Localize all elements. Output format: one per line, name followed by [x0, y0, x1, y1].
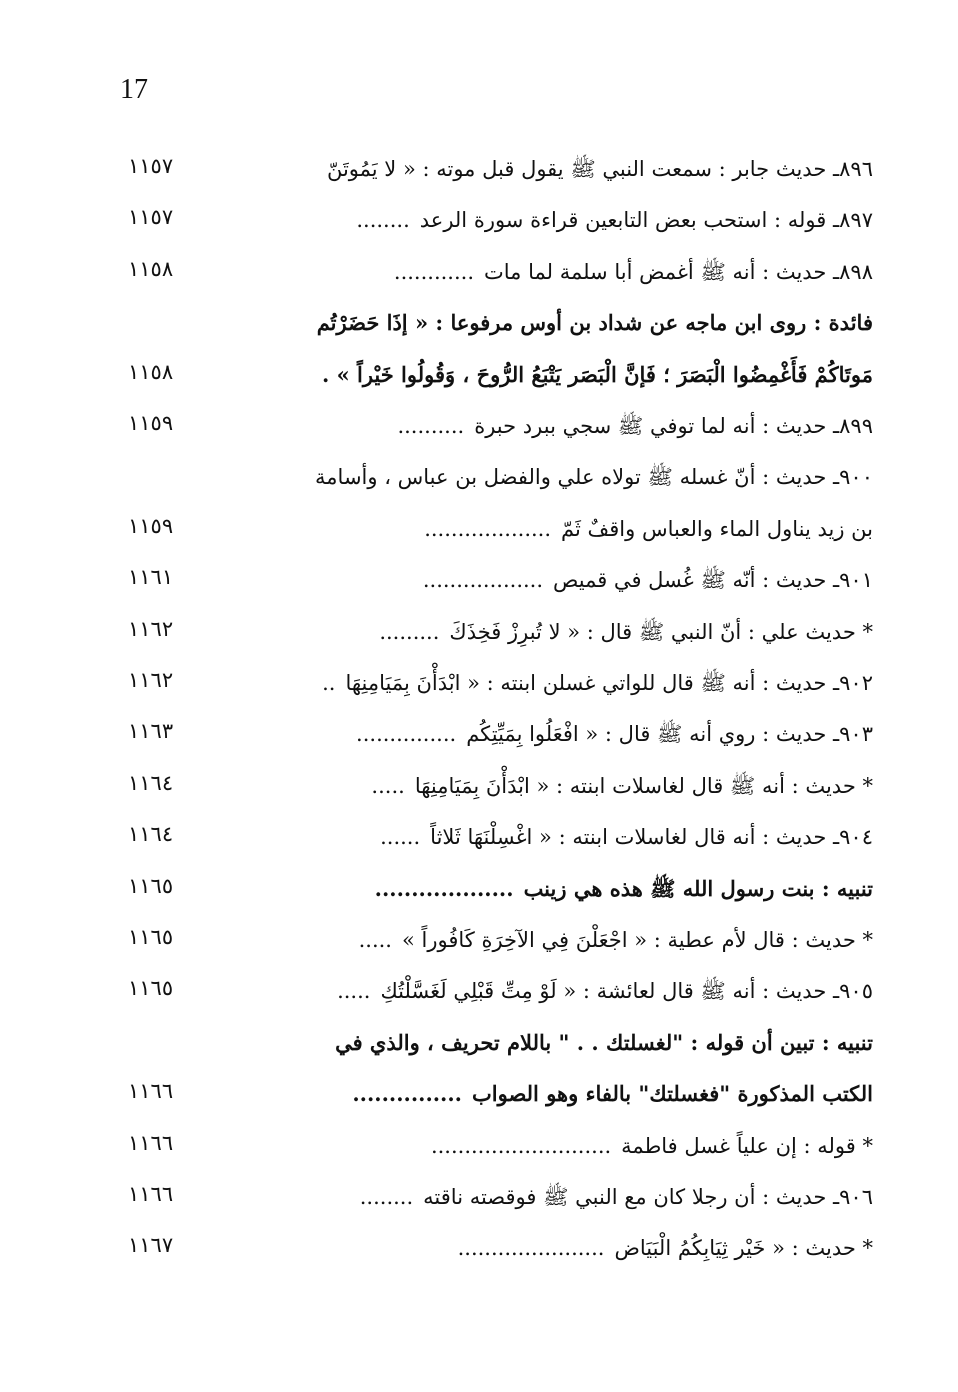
- toc-entry-page-number: ١١٦٢: [128, 668, 174, 692]
- toc-entry-leader-dots: .....: [358, 928, 392, 952]
- toc-entry-leader-dots: .........: [379, 620, 440, 644]
- toc-entry: [0, 814, 958, 860]
- toc-entry-leader-dots: ...............: [352, 1081, 462, 1106]
- toc-entry-title: * حديث علي : أنّ النبي ﷺ قال : « لا تُبرِزْ فَخِذَكَ: [449, 620, 873, 644]
- toc-entry: [0, 968, 958, 1014]
- toc-entry-text: [203, 814, 873, 860]
- toc-entry-title: ٨٩٨ـ حديث : أنه ﷺ أغمض أبا سلمة لما مات: [484, 260, 873, 284]
- toc-entry-text: [203, 249, 873, 295]
- toc-entry-page-number: ١١٥٧: [128, 154, 174, 178]
- toc-entry: [0, 1071, 958, 1117]
- toc-entry-title: ٩٠٤ـ حديث : أنه قال لغاسلات ابنته : « اغْسِلْنَهَا ثَلاثاً: [430, 825, 873, 849]
- toc-entry-leader-dots: ........: [356, 208, 410, 232]
- toc-entry-leader-dots: ...........................: [430, 1134, 612, 1158]
- toc-entry-page-number: ١١٦٧: [128, 1233, 174, 1257]
- toc-entry: [0, 146, 958, 192]
- toc-entry-leader-dots: ......: [380, 825, 421, 849]
- toc-entry-page-number: ١١٦٦: [128, 1131, 174, 1155]
- toc-entry-title: تنبيه : بنت رسول الله ﷺ هذه هي زينب: [523, 876, 873, 901]
- toc-entry-leader-dots: ...................: [424, 517, 552, 541]
- toc-entry-text: [203, 866, 873, 912]
- toc-entry-text: [203, 1123, 873, 1169]
- toc-entry: [0, 711, 958, 757]
- toc-entry-leader-dots: ..................: [422, 568, 544, 592]
- toc-entry-text: [203, 609, 873, 655]
- toc-entry-title: تنبيه : تبين أن قوله : "لغسلتك . . " باللام تحريف ، والذي في: [335, 1030, 873, 1055]
- toc-entry-text: [203, 454, 873, 500]
- toc-entry-leader-dots: ...................: [374, 876, 514, 901]
- toc-entry-text: [203, 711, 873, 757]
- toc-entry-text: [203, 1174, 873, 1220]
- toc-entry: [0, 1174, 958, 1220]
- toc-entry-leader-dots: ..........: [397, 414, 465, 438]
- toc-entry-leader-dots: ............: [393, 260, 474, 284]
- toc-entry: [0, 557, 958, 603]
- toc-entry-title: ٩٠٦ـ حديث : أن رجلا كان مع النبي ﷺ فوقصته ناقته: [423, 1185, 873, 1209]
- toc-entry-title: * قوله : إن علياً غسل فاطمة: [621, 1134, 873, 1158]
- toc-entry-text: [203, 763, 873, 809]
- toc-entry-page-number: ١١٦٥: [128, 874, 174, 898]
- toc-entry: [0, 249, 958, 295]
- toc-entry-title: فائدة : روى ابن ماجه عن شداد بن أوس مرفوعا : « إذَا حَضَرْتُم: [316, 310, 873, 335]
- toc-entry-page-number: ١١٥٨: [128, 257, 174, 281]
- toc-entry-title: ٩٠١ـ حديث : أنّه ﷺ غُسل في قميص: [553, 568, 873, 592]
- toc-entry-page-number: ١١٥٧: [128, 205, 174, 229]
- toc-entry-title: ٨٩٩ـ حديث : أنه لما توفي ﷺ سجي ببرد حبرة: [474, 414, 873, 438]
- toc-entry-page-number: ١١٥٨: [128, 360, 174, 384]
- toc-entry: [0, 506, 958, 552]
- toc-entry-leader-dots: .....: [371, 774, 405, 798]
- toc-entry-page-number: ١١٦٤: [128, 771, 174, 795]
- toc-entry-text: [203, 506, 873, 552]
- toc-entry: [0, 454, 958, 500]
- toc-entry-text: [203, 1071, 873, 1117]
- toc-entry-title: الكتب المذكورة "فغسلتك" بالفاء وهو الصواب: [472, 1081, 873, 1106]
- toc-entry-text: [203, 968, 873, 1014]
- toc-entry: [0, 660, 958, 706]
- toc-entry-text: [203, 1225, 873, 1271]
- toc-entry-title: ٨٩٦ـ حديث جابر : سمعت النبي ﷺ يقول قبل موته : « لا يَمُوتَنّ: [326, 157, 873, 181]
- toc-entry-leader-dots: ......................: [457, 1236, 605, 1260]
- toc-entry: [0, 866, 958, 912]
- toc-entry: [0, 300, 958, 346]
- toc-entry: [0, 197, 958, 243]
- toc-entry-text: [203, 917, 873, 963]
- page-number: 17: [120, 74, 148, 105]
- toc-entry-page-number: ١١٦٦: [128, 1182, 174, 1206]
- toc-entry-leader-dots: .....: [337, 979, 371, 1003]
- toc-entry-page-number: ١١٦٥: [128, 925, 174, 949]
- toc-entry-text: [203, 352, 873, 398]
- toc-entry-page-number: ١١٦٦: [128, 1079, 174, 1103]
- toc-entry-title: ٩٠٢ـ حديث : أنه ﷺ قال للواتي غسلن ابنته : « ابْدَأْنَ بِمَيَامِنِهَا: [345, 671, 873, 695]
- toc-entry-title: ٨٩٧ـ قوله : استحب بعض التابعين قراءة سورة الرعد: [419, 208, 873, 232]
- toc-entry-title: ٩٠٠ـ حديث : أنّ غسله ﷺ تولاه علي والفضل بن عباس ، وأسامة: [315, 465, 873, 489]
- toc-entry-page-number: ١١٦٤: [128, 822, 174, 846]
- toc-entry: [0, 609, 958, 655]
- toc-entry-title: ٩٠٣ـ حديث : روي أنه ﷺ قال : « افْعَلُوا بِمَيِّتِكُم: [466, 722, 873, 746]
- toc-entry: [0, 763, 958, 809]
- toc-entry-leader-dots: ........: [359, 1185, 414, 1209]
- toc-entry-title: ٩٠٥ـ حديث : أنه ﷺ قال لعائشة : « لَوْ مِتِّ قَبْلِي لَغَسَّلْتُكِ: [380, 979, 873, 1003]
- toc-entry-page-number: ١١٦٣: [128, 719, 174, 743]
- toc-entry-page-number: ١١٥٩: [128, 514, 174, 538]
- toc-entry-title: مَوتَاكُمْ فَأَغْمِضُوا الْبَصَرَ ؛ فَإنَّ الْبَصَر يَتْبَعُ الرُّوحَ ، وَقُولُوا خَيْراً » .: [321, 362, 873, 387]
- toc-entry-page-number: ١١٥٩: [128, 411, 174, 435]
- toc-entry-text: [203, 146, 873, 192]
- toc-entry-title: بن زيد يناول الماء والعباس واقفٌ ثَمّ: [561, 517, 873, 541]
- toc-entry-leader-dots: ...............: [356, 722, 457, 746]
- toc-entry: [0, 1020, 958, 1066]
- toc-entry: [0, 352, 958, 398]
- toc-entry-title: * حديث : أنه ﷺ قال لغاسلات ابنته : « ابْدَأْنَ بِمَيَامِنِهَا: [414, 774, 873, 798]
- toc-entry-text: [203, 660, 873, 706]
- toc-entry: [0, 1225, 958, 1271]
- toc-entry-text: [203, 403, 873, 449]
- toc-entry-text: [203, 1020, 873, 1066]
- toc-entry-text: [203, 197, 873, 243]
- toc-entry-text: [203, 557, 873, 603]
- toc-entry-leader-dots: ..: [322, 671, 336, 695]
- toc-entry: [0, 1123, 958, 1169]
- toc-entry-page-number: ١١٦٥: [128, 976, 174, 1000]
- toc-entry-text: [203, 300, 873, 346]
- toc-entry: [0, 403, 958, 449]
- toc-entry-page-number: ١١٦١: [128, 565, 174, 589]
- toc-entry-page-number: ١١٦٢: [128, 617, 174, 641]
- toc-entry: [0, 917, 958, 963]
- toc-entry-title: * حديث : قال لأم عطية : « اجْعَلْنَ فِي الآخِرَةِ كَافُوراً »: [401, 928, 873, 952]
- toc-entry-title: * حديث : « خَيْر ثِيَابِكُمُ الْبَيَاض: [614, 1236, 873, 1260]
